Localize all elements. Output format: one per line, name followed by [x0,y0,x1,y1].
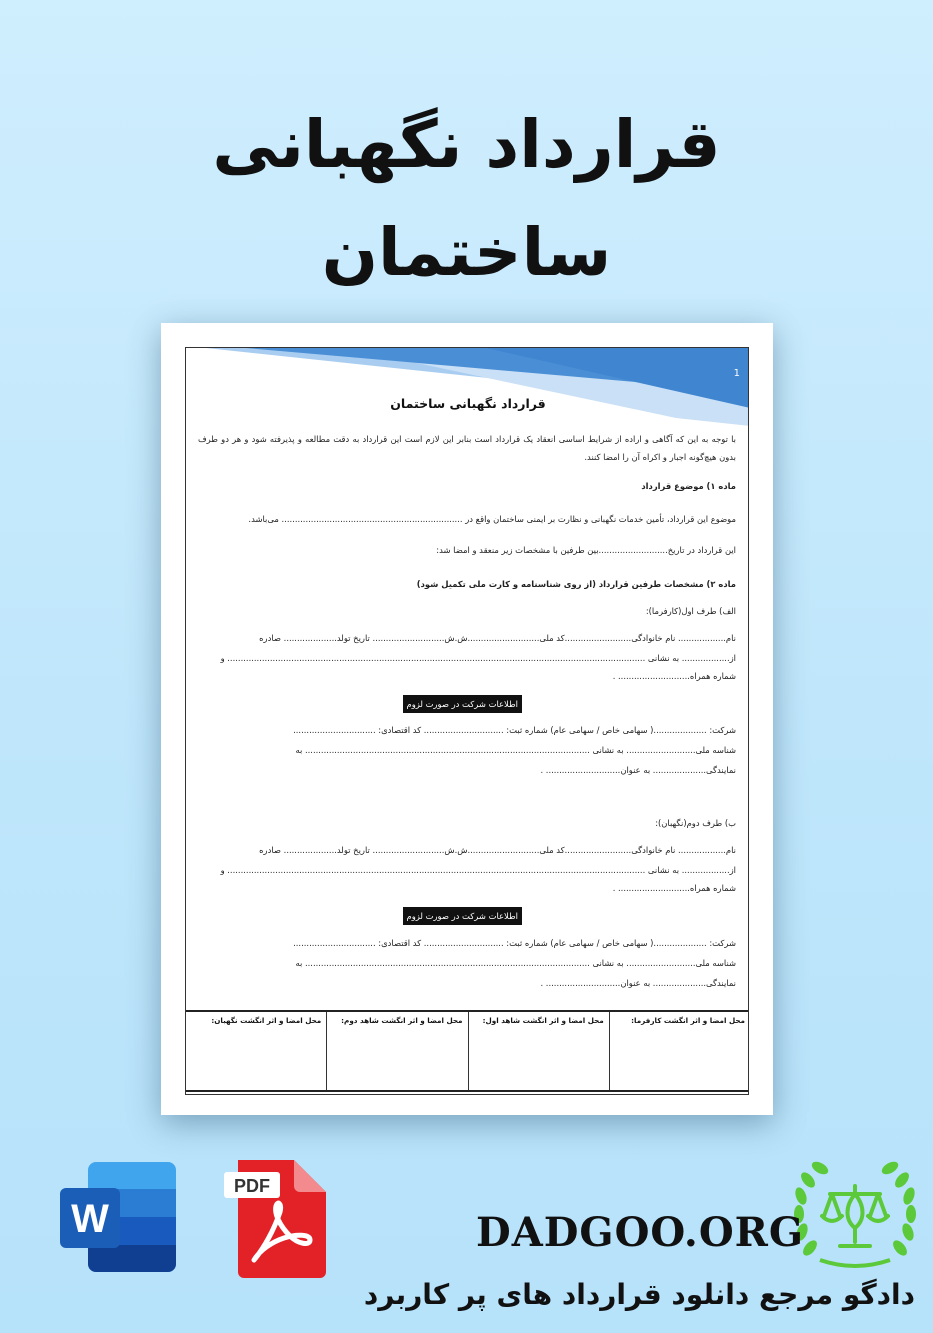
party2-line3: شماره همراه........................... . [612,883,736,893]
document-title: قرارداد نگهبانی ساختمان [390,396,546,411]
company2-line1: شرکت: ....................( سهامی خاص / سهامی عام) شماره ثبت: .............................. کد اقتصادی: ............................... [293,938,736,948]
signature-guard: محل امضا و اثر انگشت نگهبان: [211,1016,322,1025]
pdf-icon [224,1160,328,1278]
word-icon-letter: W [71,1197,109,1241]
company1-line3: نمایندگی.................... به عنوان............................ . [540,765,736,775]
intro-paragraph: با توجه به این که آگاهی و اراده از شرایط اساسی انعقاد یک قرارداد است بنابر این لازم است این قرارداد به دقت مطالعه و پذیرفته شود و هر دو طرف بدون هیچ‌گونه اجبار و اکراه آن را امضا کنند. [198,434,736,462]
site-name: DADGOO.ORG [476,1209,805,1256]
company1-line2: شناسه ملی.......................... به نشانی ........................................................................................................... به [295,745,736,755]
company1-line1: شرکت: ....................( سهامی خاص / سهامی عام) شماره ثبت: .............................. کد اقتصادی: ............................... [293,725,736,735]
word-icon [58,1162,178,1274]
party1-line3: شماره همراه........................... . [612,671,736,681]
party1-line2: از.................. به نشانی ............................................................................................................................................................. و [220,653,736,663]
pdf-icon-label: PDF [234,1176,270,1196]
poster-title-line2: ساختمان [321,214,612,291]
tagline: دادگو مرجع دانلود قرارداد های پر کاربرد [363,1278,915,1311]
company-info-label: اطلاعات شرکت در صورت لزوم [403,695,522,713]
document-page [185,347,749,1095]
article1-date: این قرارداد در تاریخ..........................بین طرفین با مشخصات زیر منعقد و امضا شد: [436,545,736,555]
article1-subject: موضوع این قرارداد، تأمین خدمات نگهبانی و نظارت بر ایمنی ساختمان واقع در .................................................................... می‌باشد. [248,514,736,524]
company-info-label-2: اطلاعات شرکت در صورت لزوم [403,907,522,925]
signature-witness1: محل امضا و اثر انگشت شاهد اول: [468,1012,609,1090]
dadgoo-logo-icon [790,1156,920,1274]
header-banner [186,348,749,428]
poster-title-line1: قرارداد نگهبانی [212,106,721,183]
party1-line1: نام.................. نام خانوادگی.........................کد ملی...........................ش.ش........................... تاریخ تولد.................... صادره [259,633,736,643]
signature-employer: محل امضا و اثر انگشت کارفرما: [609,1012,749,1090]
company2-line2: شناسه ملی.......................... به نشانی ........................................................................................................... به [295,958,736,968]
party2-line1: نام.................. نام خانوادگی.........................کد ملی...........................ش.ش........................... تاریخ تولد.................... صادره [259,845,736,855]
party1-heading: الف) طرف اول(کارفرما): [645,606,736,616]
document-preview [161,323,773,1115]
party2-heading: ب) طرف دوم(نگهبان): [655,818,736,828]
party2-line2: از.................. به نشانی ............................................................................................................................................................. و [220,865,736,875]
article1-heading: ماده ۱) موضوع قرارداد [641,481,736,491]
signature-witness2: محل امضا و اثر انگشت شاهد دوم: [326,1012,467,1090]
signature-table [186,1010,749,1092]
article2-heading: ماده ۲) مشخصات طرفین قرارداد (از روی شناسنامه و کارت ملی تکمیل شود) [416,579,736,589]
page-number: 1 [733,368,740,379]
company2-line3: نمایندگی.................... به عنوان............................ . [540,978,736,988]
